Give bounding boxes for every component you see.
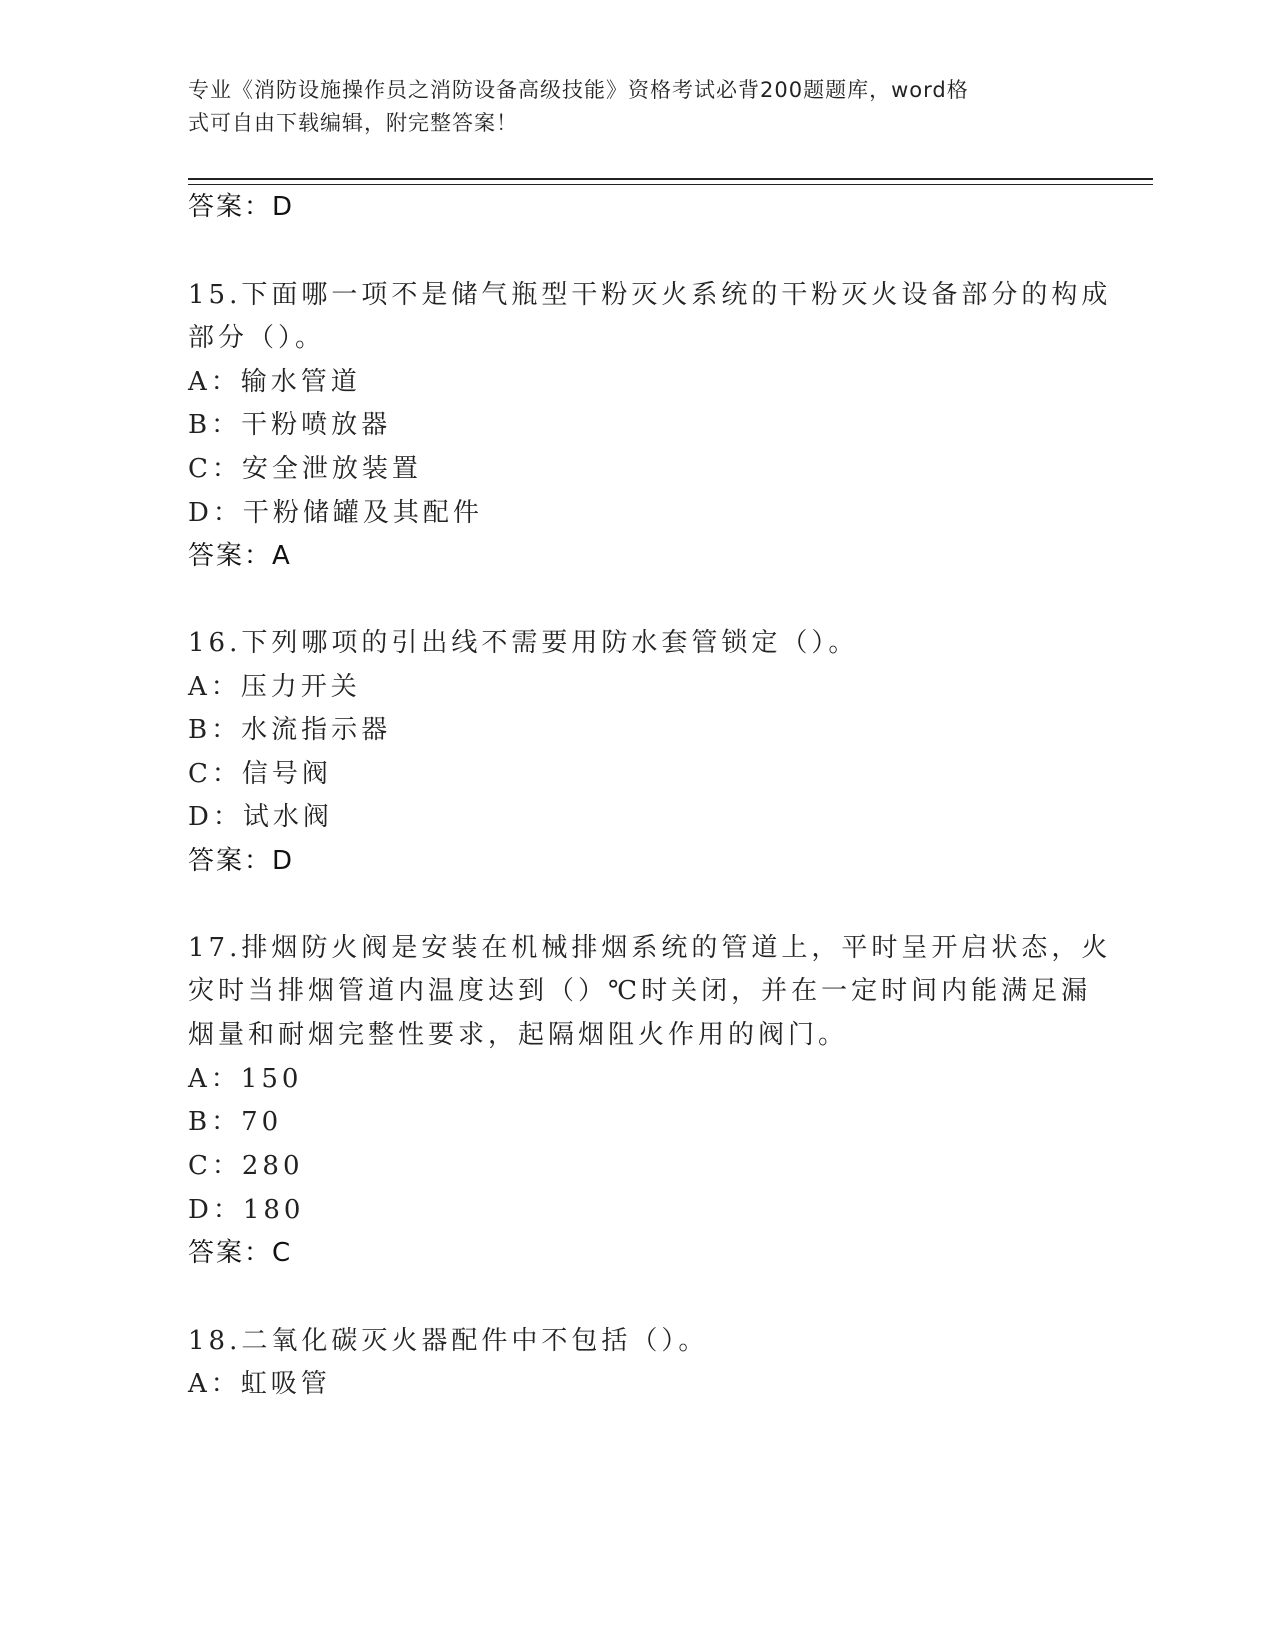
question-15-stem-line-1: 15.下面哪一项不是储气瓶型干粉灭火系统的干粉灭火设备部分的构成 — [188, 280, 1112, 310]
question-16-stem-line-1: 16.下列哪项的引出线不需要用防水套管锁定（）。 — [188, 628, 859, 658]
question-17-stem-line-3: 烟量和耐烟完整性要求，起隔烟阻火作用的阀门。 — [188, 1020, 849, 1050]
question-17-option-a: A：150 — [188, 1064, 303, 1094]
previous-answer: 答案：D — [188, 192, 295, 222]
header-rule-thick — [188, 178, 1153, 180]
question-17-option-d: D：180 — [188, 1195, 305, 1225]
question-15-option-a: A：输水管道 — [188, 367, 361, 397]
question-16-option-b: B：水流指示器 — [188, 715, 392, 745]
question-18-stem-line-1: 18.二氧化碳灭火器配件中不包括（）。 — [188, 1326, 709, 1356]
question-17-option-b: B：70 — [188, 1107, 283, 1137]
question-15-option-b: B：干粉喷放器 — [188, 410, 392, 440]
question-17-stem-line-1: 17.排烟防火阀是安装在机械排烟系统的管道上，平时呈开启状态，火 — [188, 933, 1112, 963]
question-18-option-a: A：虹吸管 — [188, 1369, 331, 1399]
question-17-answer: 答案：C — [188, 1238, 293, 1268]
header-rule-thin — [188, 184, 1153, 185]
question-15-option-c: C：安全泄放装置 — [188, 454, 422, 484]
question-17-option-c: C：280 — [188, 1151, 304, 1181]
document-header — [188, 74, 1068, 140]
header-line-2: 式可自由下载编辑，附完整答案！ — [188, 111, 518, 135]
question-16-answer: 答案：D — [188, 846, 295, 876]
question-16-option-d: D：试水阀 — [188, 802, 333, 832]
question-17-stem-line-2: 灾时当排烟管道内温度达到（）℃时关闭，并在一定时间内能满足漏 — [188, 976, 1092, 1006]
question-15-option-d: D：干粉储罐及其配件 — [188, 498, 483, 528]
header-line-1: 专业《消防设施操作员之消防设备高级技能》资格考试必背200题题库，word格 — [188, 78, 969, 102]
question-15-stem-line-2: 部分（）。 — [188, 323, 326, 353]
question-16-option-a: A：压力开关 — [188, 672, 361, 702]
question-15-answer: 答案：A — [188, 541, 292, 571]
question-16-option-c: C：信号阀 — [188, 759, 332, 789]
